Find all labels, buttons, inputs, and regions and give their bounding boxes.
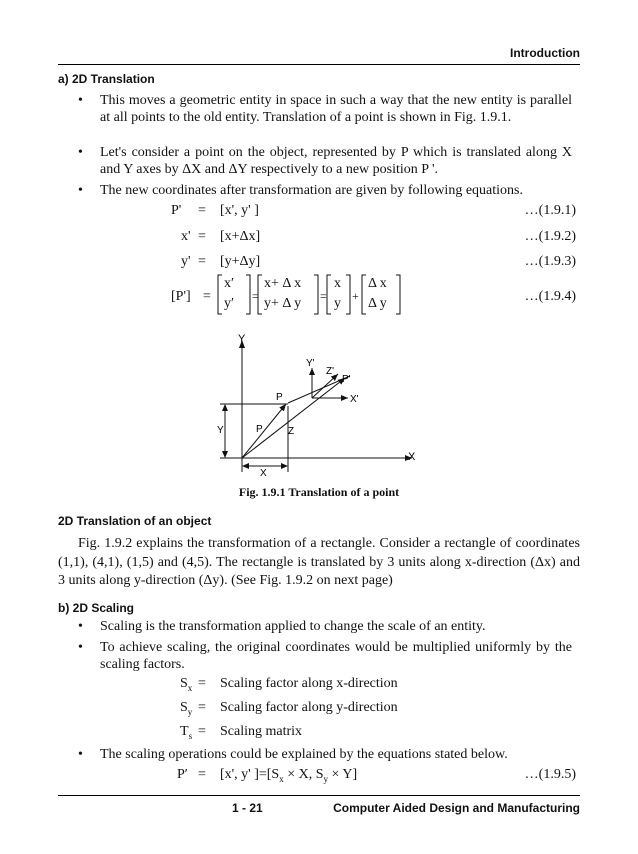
equation-number: …(1.9.5) [524,767,576,782]
object-section-paragraph: Fig. 1.9.2 explains the transformation of a rectangle. Consider a rectangle of coordinates (1,1), (4,1), (1,5) and (4,5). The rectangle is translated by 3 units along x-direction (Δx) and 3 units along y-direction (Δy). (See Fig. 1.9.2 on next page) [58,536,580,588]
vector-p [242,404,286,458]
fig-label-p-prime: P' [342,374,351,385]
bullet-mark: • [78,619,83,634]
matrix-3-row-2: y [334,296,341,311]
header-rule [58,64,580,65]
equation-rhs: [x+Δx] [220,229,261,244]
running-header: Introduction [510,46,580,60]
bullet-mark: • [78,145,83,160]
plus-sign: + [352,289,359,303]
fig-label-x-dim: X [260,468,267,479]
footer-rule [58,795,580,796]
bullet-mark: • [78,93,83,108]
bullet-text: This moves a geometric entity in space in such a way that the new entity is parallel at all points to the old entity. Translation of a point is shown in Fig. 1.9.1. [100,93,572,125]
def-symbol: $S_y$ [180,700,193,717]
equation-number: …(1.9.2) [524,229,576,244]
fig-label-y-dim: Y [217,425,224,436]
figure-caption: Fig. 1.9.1 Translation of a point [238,485,400,499]
fig-label-y: Y [238,333,246,345]
def-symbol: $T_s$ [180,724,193,741]
equals-sign: = [252,289,259,303]
fig-label-z-prime: Z' [326,366,335,377]
def-text: Scaling matrix [220,724,303,739]
bullet-text: To achieve scaling, the original coordinates would be multiplied uniformly by the scaling factors. [100,640,572,672]
fig-label-y-prime: Y' [306,358,315,369]
bullet-mark: • [78,747,83,762]
equals-sign: = [198,203,206,218]
vector-p-prime [242,378,345,458]
translation-line [288,376,350,403]
equals-sign: = [198,700,206,715]
matrix-1-row-1: x′ [224,276,235,291]
bullet-mark: • [78,183,83,198]
fig-label-x-prime: X' [350,394,359,405]
equation-number: …(1.9.3) [524,254,576,269]
equals-sign: = [198,229,206,244]
equals-sign: = [320,289,327,303]
equation-rhs: [y+Δy] [220,254,261,269]
equation-number: …(1.9.1) [524,203,576,218]
page-number: 1 - 21 [232,801,263,815]
equation-lhs: y' [181,254,191,269]
equation-rhs: [x', y' ] [220,203,259,218]
matrix-4-row-1: Δ x [368,276,387,291]
def-symbol: $S_x$ [180,676,193,693]
bullet-mark: • [78,640,83,655]
object-section-heading: 2D Translation of an object [58,514,212,528]
equation-rhs: [x', y' ]$=[S_x \times X$, $S_y \times Y$] [220,767,358,784]
matrix-3-row-1: x [334,276,341,291]
bullet-text: Scaling is the transformation applied to change the scale of an entity. [100,619,486,634]
def-text: Scaling factor along y-direction [220,700,398,715]
book-title: Computer Aided Design and Manufacturing [333,801,580,815]
equation-number: …(1.9.4) [524,289,576,304]
def-text: Scaling factor along x-direction [220,676,398,691]
section-b-heading: b) 2D Scaling [58,601,135,615]
equals-sign: = [198,724,206,739]
bullet-text: The new coordinates after transformation are given by following equations. [100,183,523,198]
equals-sign: = [198,676,206,691]
equation-lhs: x' [181,229,191,244]
fig-label-x: X [408,451,416,463]
matrix-lhs: [P'] [171,289,191,304]
equals-sign: = [198,767,206,782]
translation-figure [200,330,430,480]
equals-sign: = [198,254,206,269]
matrix-4-row-2: Δ y [368,296,387,311]
bullet-text: Let's consider a point on the object, represented by P which is translated along X and Y axes by ΔX and ΔY respectively to a new position P '. [100,145,572,177]
bullet-text: The scaling operations could be explained by the equations stated below. [100,747,508,762]
matrix-1-row-2: y′ [224,296,235,311]
matrix-2-row-1: x+ Δ x [264,276,302,291]
fig-label-z: Z [288,426,295,437]
equation-lhs: P' [171,203,182,218]
matrix-2-row-2: y+ Δ y [264,296,302,311]
equals-sign: = [203,289,211,304]
section-a-heading: a) 2D Translation [58,72,155,86]
fig-label-p-vector: P [256,424,263,435]
fig-label-p: P [276,392,283,403]
equation-lhs: P′ [177,767,188,782]
